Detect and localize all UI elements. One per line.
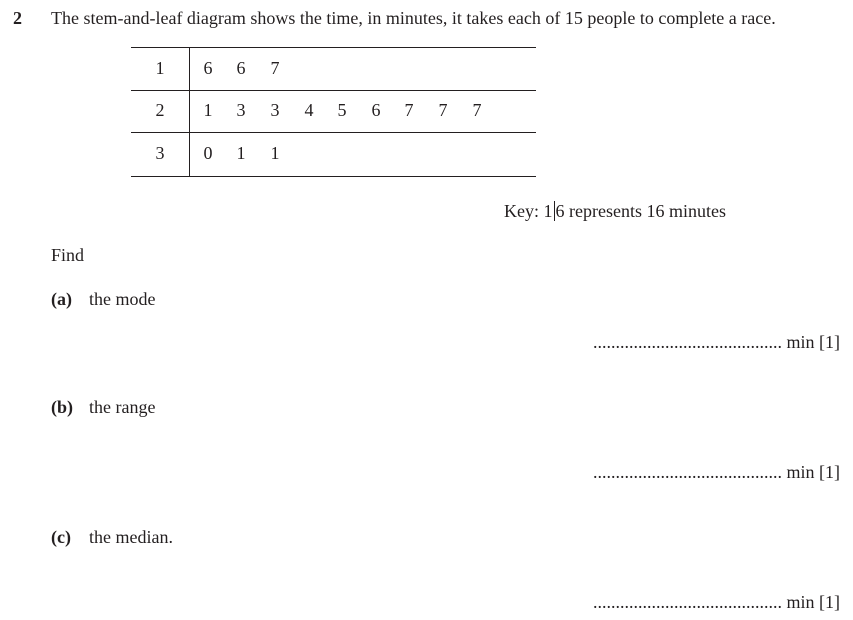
leaf-value: 6 — [371, 100, 381, 120]
key-suffix: 6 represents 16 minutes — [555, 201, 726, 221]
stem-divider — [189, 47, 190, 177]
table-rule-row1 — [131, 90, 536, 91]
part-a — [51, 289, 155, 310]
part-text: the range — [89, 397, 156, 417]
leaf-value: 7 — [438, 100, 448, 120]
marks-label: [1] — [819, 332, 840, 352]
question-text: The stem-and-leaf diagram shows the time, in minutes, it takes each of 15 people to complete a race. — [51, 8, 776, 28]
key-prefix: Key: 1 — [504, 201, 553, 221]
part-label: (a) — [51, 289, 72, 309]
leaf-value: 7 — [270, 58, 280, 78]
part-label: (c) — [51, 527, 71, 547]
leaf-value: 5 — [337, 100, 347, 120]
table-rule-top — [131, 47, 536, 48]
part-b — [51, 397, 155, 418]
answer-line-b[interactable] — [593, 462, 840, 483]
answer-unit: min — [786, 462, 815, 482]
leaf-value: 1 — [203, 100, 213, 120]
leaf-value: 6 — [203, 58, 213, 78]
leaf-value: 1 — [236, 143, 246, 163]
key-divider — [554, 201, 555, 221]
stem-value: 1 — [155, 58, 165, 78]
leaf-value: 3 — [270, 100, 280, 120]
answer-line-c[interactable] — [593, 592, 840, 613]
part-text: the mode — [89, 289, 156, 309]
answer-dots[interactable]: .......................................... — [592, 332, 782, 352]
marks-label: [1] — [819, 592, 840, 612]
answer-dots[interactable]: .......................................... — [592, 592, 782, 612]
answer-dots[interactable]: .......................................... — [592, 462, 782, 482]
question-number: 2 — [13, 8, 22, 28]
stem-value: 3 — [155, 143, 165, 163]
stem-value: 2 — [155, 100, 165, 120]
part-text: the median. — [89, 527, 173, 547]
table-rule-bottom — [131, 176, 536, 177]
leaf-value: 1 — [270, 143, 280, 163]
diagram-key — [504, 201, 726, 222]
answer-unit: min — [786, 332, 815, 352]
answer-unit: min — [786, 592, 815, 612]
leaf-value: 3 — [236, 100, 246, 120]
leaf-value: 4 — [304, 100, 314, 120]
leaf-value: 6 — [236, 58, 246, 78]
part-c — [51, 527, 173, 548]
table-rule-row2 — [131, 132, 536, 133]
leaf-value: 7 — [404, 100, 414, 120]
leaf-value: 0 — [203, 143, 213, 163]
marks-label: [1] — [819, 462, 840, 482]
answer-line-a[interactable] — [593, 332, 840, 353]
part-label: (b) — [51, 397, 73, 417]
leaf-value: 7 — [472, 100, 482, 120]
find-label: Find — [51, 245, 85, 265]
